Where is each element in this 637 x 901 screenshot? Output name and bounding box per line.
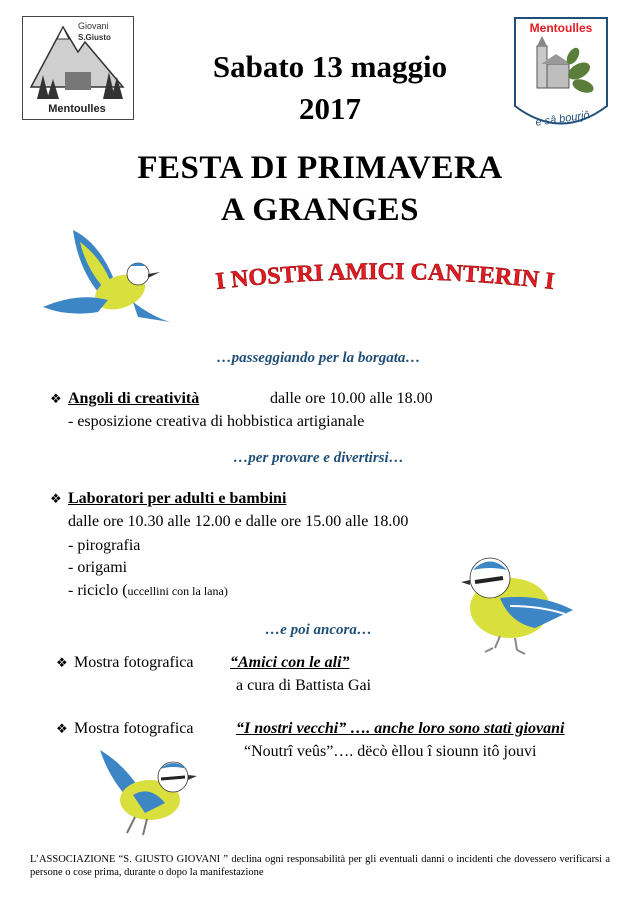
logo-left-bottom-text: Mentoulles bbox=[48, 103, 106, 115]
diamond-bullet-icon: ❖ bbox=[50, 391, 62, 406]
subtitle-borgata: …passeggiando per la borgata… bbox=[216, 350, 421, 366]
perched-bird-icon bbox=[455, 548, 585, 658]
list-item: - origami bbox=[68, 559, 128, 576]
item-mostra-1-credit: a cura di Battista Gai bbox=[236, 677, 372, 694]
item-mostra-1-title: “Amici con le ali” bbox=[230, 654, 350, 671]
item-mostra-1 bbox=[56, 652, 194, 674]
subtitle-ancora: …e poi ancora… bbox=[265, 622, 372, 638]
banner-text-path: I NOSTRI AMICI CANTERIN I bbox=[214, 258, 556, 296]
svg-text:I NOSTRI AMICI CANTERIN I bbox=[214, 259, 555, 295]
logo-left-top-text: Giovani bbox=[78, 21, 109, 31]
item-angoli bbox=[50, 388, 199, 410]
standing-bird-icon bbox=[95, 745, 205, 840]
item-mostra-2-label: Mostra fotografica bbox=[74, 720, 194, 737]
logo-mentoulles bbox=[513, 16, 609, 134]
diamond-bullet-icon: ❖ bbox=[56, 721, 68, 736]
item-mostra-2-quote: “Noutrî veûs”…. dëcò èllou î siounn itô jouvi bbox=[244, 743, 537, 760]
footer-disclaimer: L’ASSOCIAZIONE “S. GIUSTO GIOVANI ” declina ogni responsabilità per gli eventuali danni o incidenti che dovessero verificarsi a persone o cose prima, durante o dopo la manifestazione bbox=[30, 854, 610, 878]
logo-giovani-san-giusto bbox=[22, 16, 134, 120]
item-angoli-label: Angoli di creatività bbox=[68, 390, 200, 407]
item-mostra-1-label: Mostra fotografica bbox=[74, 654, 194, 671]
list-item-riciclo-text: - riciclo ( bbox=[68, 582, 128, 599]
item-mostra-2-title: “I nostri vecchi” …. anche loro sono stati giovani bbox=[236, 720, 565, 737]
item-angoli-time: dalle ore 10.00 alle 18.00 bbox=[270, 390, 433, 407]
logo-right-top-text: Mentoulles bbox=[529, 21, 593, 35]
item-mostra-2 bbox=[56, 718, 194, 740]
event-date-line1: Sabato 13 maggio bbox=[212, 49, 448, 84]
item-laboratori-label: Laboratori per adulti e bambini bbox=[68, 490, 287, 507]
event-title-line1: FESTA DI PRIMAVERA bbox=[137, 150, 503, 186]
item-angoli-detail: - esposizione creativa di hobbistica artigianale bbox=[68, 413, 365, 430]
logo-right-bottom-text: e sâ bourjô bbox=[534, 109, 591, 129]
logo-left-mid-text: S.Giusto bbox=[78, 33, 111, 42]
list-item-riciclo-note: uccellini con la lana) bbox=[127, 584, 228, 598]
event-title-line2: A GRANGES bbox=[221, 192, 419, 228]
banner-text bbox=[175, 252, 595, 302]
diamond-bullet-icon: ❖ bbox=[50, 491, 62, 506]
event-date-line2: 2017 bbox=[299, 91, 361, 126]
list-item-riciclo bbox=[68, 580, 228, 602]
item-laboratori bbox=[50, 488, 286, 510]
mountain-logo-icon bbox=[23, 17, 132, 118]
subtitle-divertirsi: …per provare e divertirsi… bbox=[233, 450, 404, 466]
list-item: - pirografia bbox=[68, 537, 141, 554]
flying-bird-icon bbox=[38, 222, 178, 332]
diamond-bullet-icon: ❖ bbox=[56, 655, 68, 670]
item-laboratori-time: dalle ore 10.30 alle 12.00 e dalle ore 15.00 alle 18.00 bbox=[68, 513, 409, 530]
